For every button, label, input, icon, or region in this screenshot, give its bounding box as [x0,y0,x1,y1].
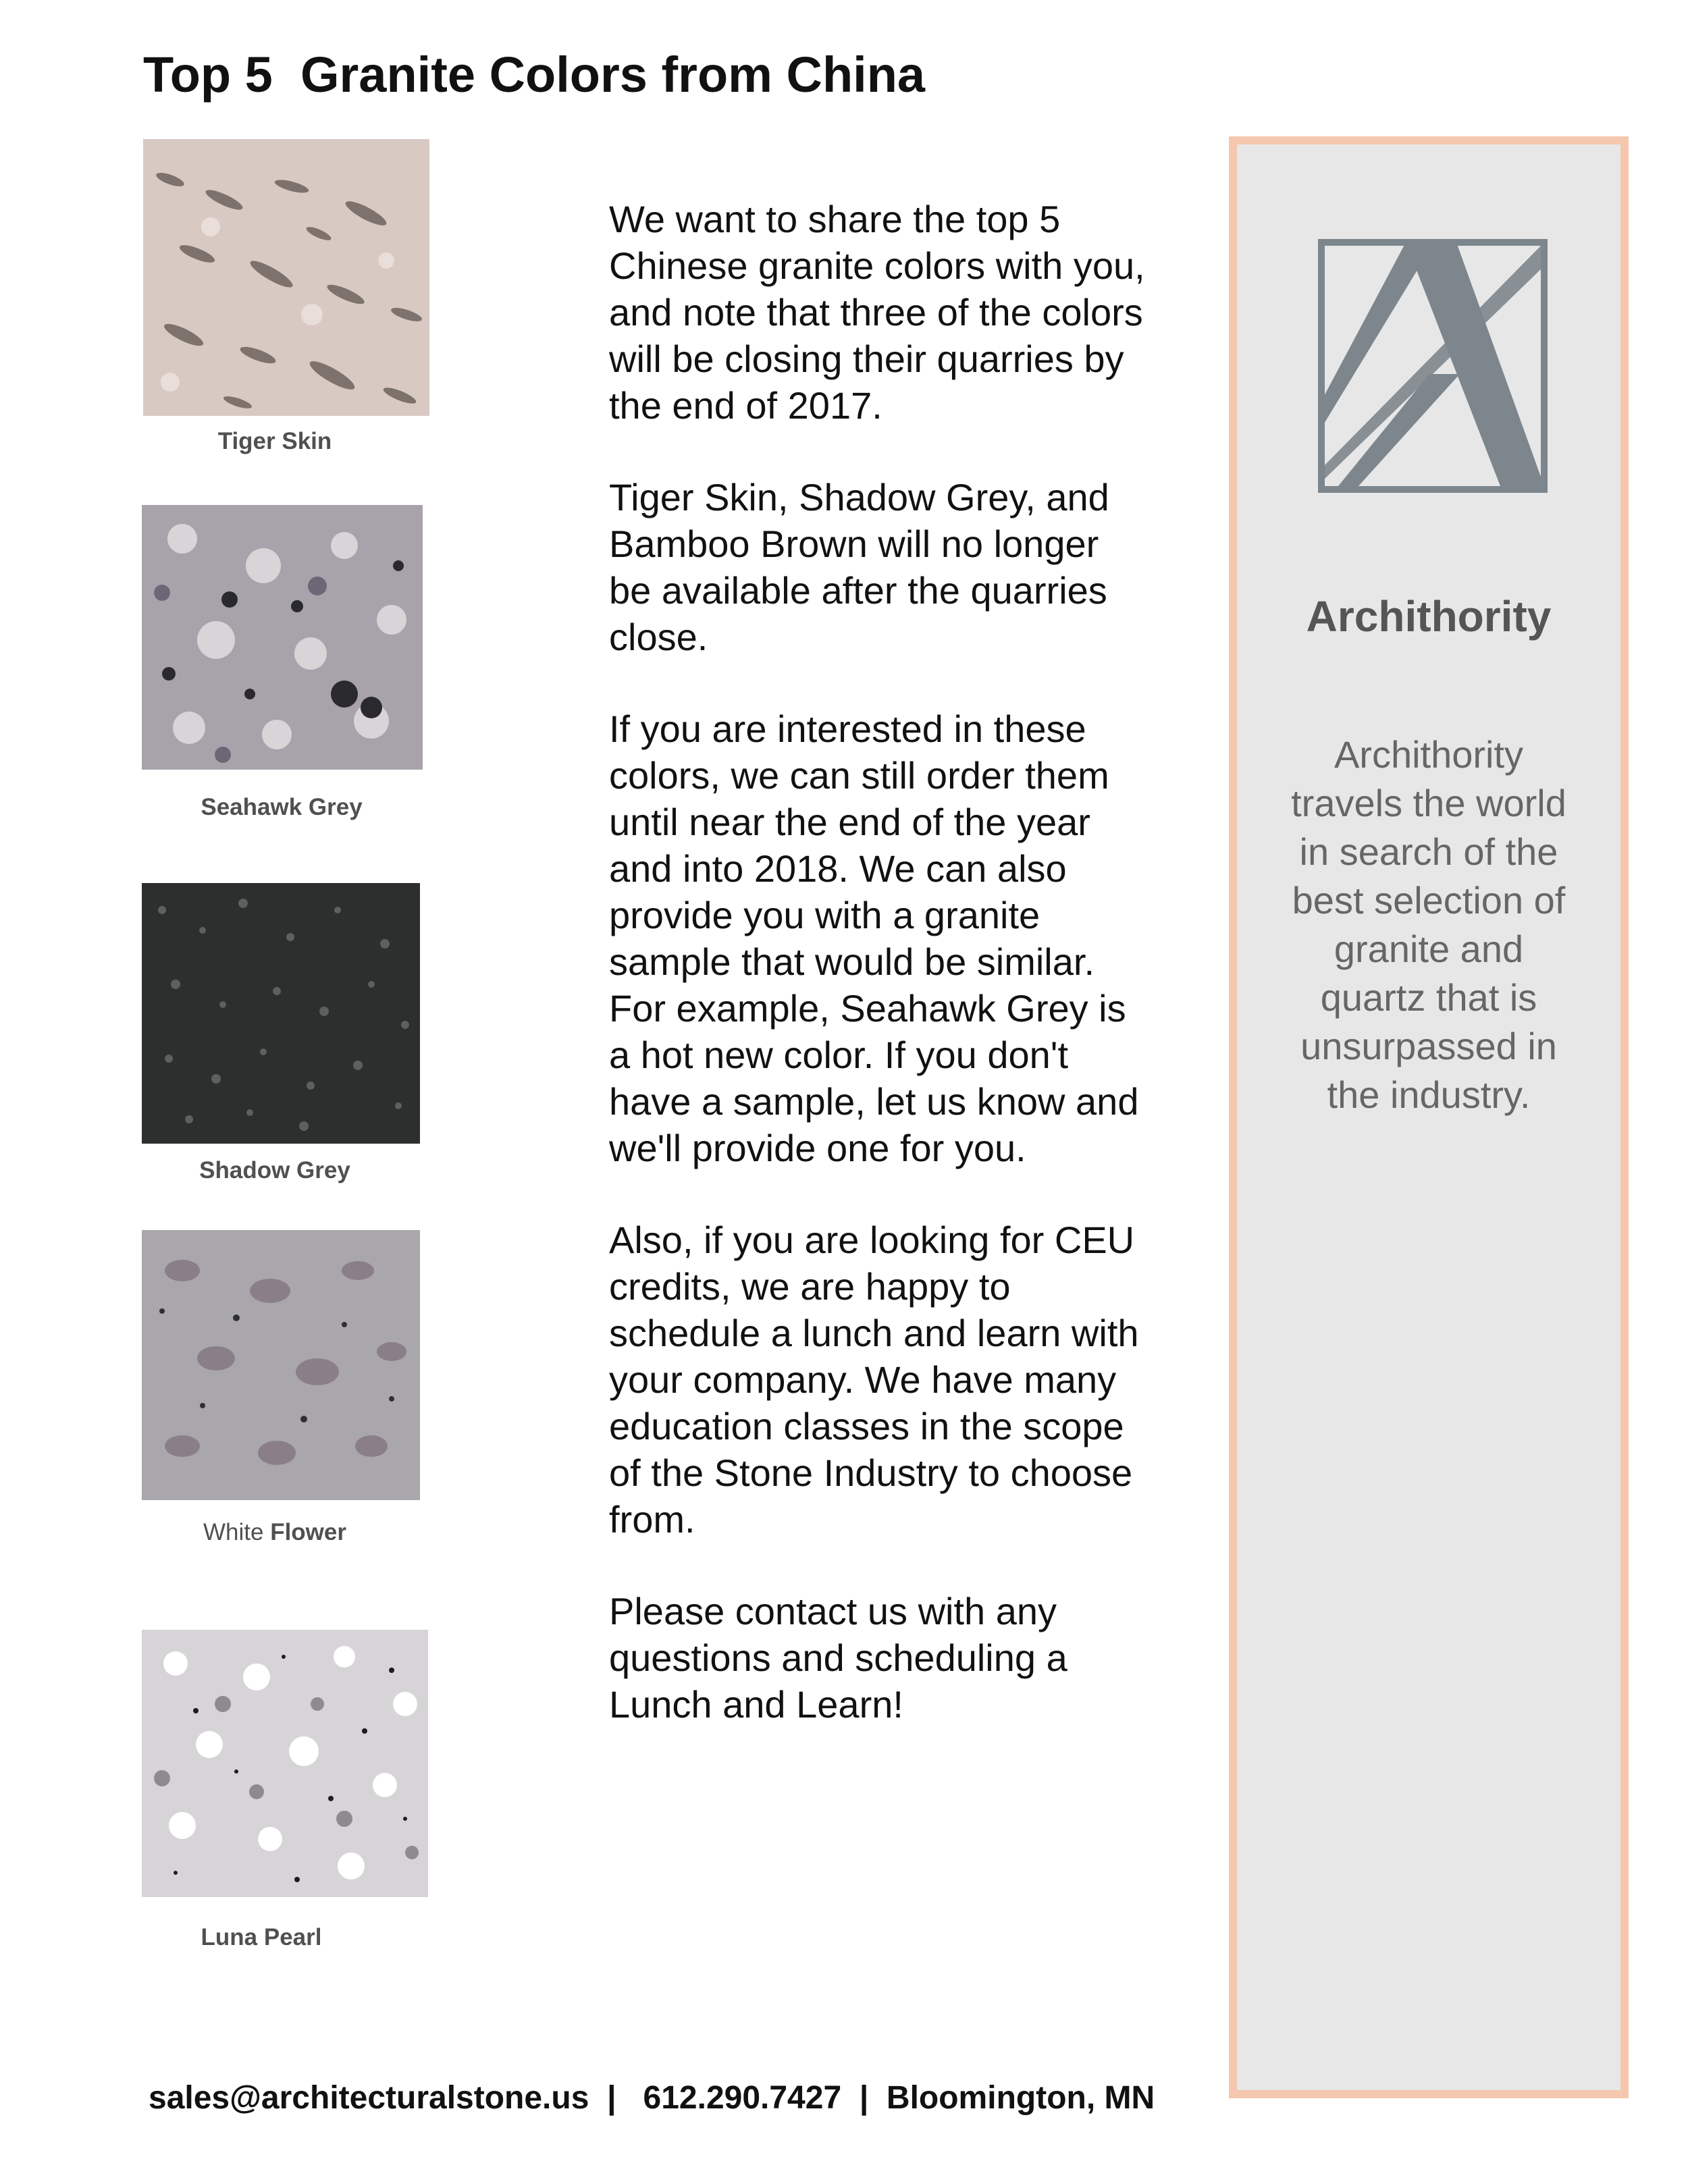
archithority-logo-icon [1318,239,1548,493]
tiger-skin-caption: Tiger Skin [217,428,332,454]
shadow-grey-swatch-image [142,883,420,1144]
page-title: Top 5 Granite Colors from China [143,47,926,103]
tiger-skin-swatch-image [143,139,429,416]
seahawk-grey-caption: Seahawk Grey [201,794,363,820]
luna-pearl-swatch-image [142,1630,428,1897]
white-flower-caption-light: White [203,1519,271,1545]
paragraph: Also, if you are looking for CEU credits, we are happy to schedule a lunch and learn with your company. We have many education classes in the scope of the Stone Industry to choose from. [609,1219,1139,1541]
seahawk-grey-swatch-image [142,505,423,770]
sidebar-title: Archithority [1306,592,1552,641]
white-flower-caption [143,1519,406,1546]
body-copy [609,196,1149,1773]
white-flower-swatch-image [142,1230,420,1500]
paragraph: If you are interested in these colors, we can still order them until near the end of the year and into 2018. We can also provide you with a granite sample that would be similar. For example, Seahawk Grey is a hot new color. If you don't have a sample, let us know and we'll provide one for you. [609,708,1139,1169]
paragraph: Please contact us with any questions and scheduling a Lunch and Learn! [609,1590,1067,1726]
paragraph: Tiger Skin, Shadow Grey, and Bamboo Brown will no longer be available after the quarries close. [609,476,1109,658]
luna-pearl-caption: Luna Pearl [201,1924,322,1950]
white-flower-caption-bold: Flower [270,1519,346,1545]
sidebar-panel [1229,136,1629,2098]
footer-contact: sales@architecturalstone.us | 612.290.7427 | Bloomington, MN [149,2080,1155,2116]
sidebar-blurb: Archithority travels the world in search of the best selection of granite and quartz that is unsurpassed in the industry. [1291,733,1566,1116]
shadow-grey-caption: Shadow Grey [199,1157,350,1183]
paragraph: We want to share the top 5 Chinese granite colors with you, and note that three of the colors will be closing their quarries by the end of 2017. [609,198,1145,427]
